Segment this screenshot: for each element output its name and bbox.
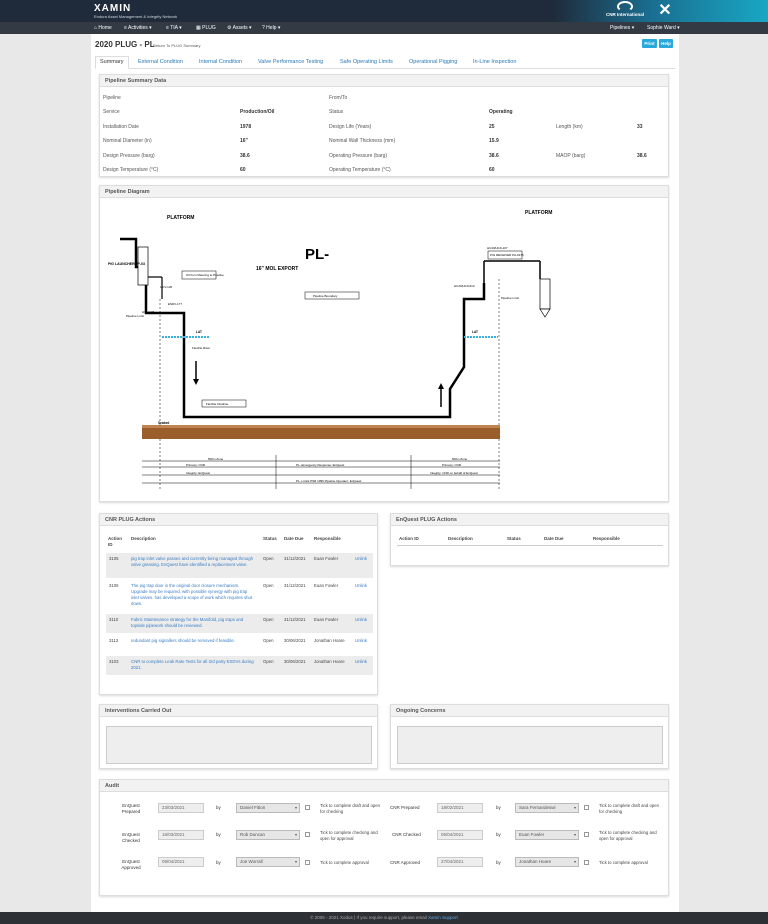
brand-logo[interactable]: XAMIN	[94, 3, 132, 14]
action-id: 3106	[109, 583, 119, 588]
list-icon: ≡	[166, 25, 169, 31]
boundary-label: Pipeline Boundary	[313, 294, 338, 298]
action-responsible: Euan Fowler	[314, 583, 339, 588]
tick-instruction: Tick to complete approval	[599, 860, 648, 865]
caret-down-icon: ▾	[179, 25, 182, 31]
action-id: 3103	[109, 659, 119, 664]
action-id: 3105	[109, 556, 119, 561]
table-divider	[397, 545, 663, 546]
tick-instruction: Tick to complete draft and open for checking	[599, 803, 660, 814]
col-description: Description	[448, 536, 473, 541]
limits-label: PL- Limits PSR 1996 Pipeline Operator: EnQuest	[296, 479, 362, 483]
col-action-id: Action ID	[399, 536, 419, 541]
esdv-label: ESDV-177	[168, 302, 183, 306]
action-description[interactable]: The pig trap door is the original door closure mechanism. Upgrade may be required, with possible synergy with pig trap inlet valves. has developed a scope of work which requires shut down.	[131, 583, 253, 606]
enquest-checked-select[interactable]	[236, 830, 300, 840]
support-link[interactable]: Xamin Support	[428, 915, 458, 920]
by-label: by	[216, 805, 221, 810]
life-value: 25	[489, 124, 495, 130]
cnr-checked-date[interactable]: 05/04/2021	[437, 830, 483, 840]
primacy-mid-label: PL- Emergency Response: EnQuest	[296, 463, 345, 467]
hcv2-label: HCV-127	[142, 310, 155, 314]
table-row	[106, 614, 373, 633]
platform-left-label: PLATFORM	[167, 215, 195, 221]
col-description: Description	[131, 536, 156, 541]
action-responsible: Jonathan Hoare	[314, 638, 345, 643]
grid-icon: ▦	[196, 25, 201, 31]
primacy-left-label: Primacy: CNR	[186, 463, 206, 467]
cnr-approved-date[interactable]: 27/04/2021	[437, 857, 483, 867]
nav-pipelines[interactable]	[610, 24, 634, 32]
col-status: Status	[507, 536, 521, 541]
nav-help[interactable]	[262, 24, 280, 32]
operating-pressure-label: Operating Pressure (barg)	[329, 153, 388, 159]
footer-text: © 2005 - 2021 Xodus | If you require support, please email	[310, 915, 427, 920]
cnr-actions-panel	[99, 513, 378, 695]
brand-subtitle: Endura Asset Management & Integrity Network	[94, 14, 178, 19]
select-value: Euan Fowler	[519, 832, 545, 837]
action-status: Open	[263, 617, 274, 622]
action-responsible: Jonathan Hoare	[314, 659, 345, 664]
by-label: by	[496, 860, 501, 865]
action-description[interactable]: Fabric Maintenance strategy for the Manifold, pig traps and topside pipework should be reviewed.	[131, 617, 244, 628]
hc-right-label: HC20/HC9-010	[454, 284, 475, 288]
pipeline-route	[120, 239, 484, 417]
life-label: Design Life (Years)	[329, 124, 372, 130]
caret-down-icon: ▾	[249, 25, 252, 31]
home-icon: ⌂	[94, 25, 98, 31]
caret-down-icon: ▾	[149, 25, 152, 31]
pipeline-label: Pipeline	[103, 95, 121, 101]
unlink-link[interactable]: Unlink	[355, 659, 367, 664]
tab-summary[interactable]: Summary	[95, 56, 129, 69]
interventions-title: Interventions Carried Out	[100, 705, 377, 717]
primacy-right-label: Primacy: CNR	[442, 463, 462, 467]
enquest-approved-checkbox[interactable]	[305, 860, 310, 865]
pig-launcher-shape	[138, 247, 148, 285]
enquest-checked-checkbox[interactable]	[305, 832, 310, 837]
action-date-due: 30/06/2021	[284, 638, 306, 643]
by-label: by	[496, 805, 501, 810]
diagram-title: Pipeline Diagram	[100, 186, 668, 198]
action-date-due: 31/12/2021	[284, 583, 306, 588]
main-nav	[0, 22, 768, 34]
cnr-prepared-date[interactable]: 18/02/2021	[437, 803, 483, 813]
enquest-prepared-date[interactable]: 23/03/2021	[158, 803, 204, 813]
action-status: Open	[263, 556, 274, 561]
cnr-approved-checkbox[interactable]	[584, 860, 589, 865]
tick-instruction: Tick to complete checking and open for approval	[320, 830, 378, 841]
tab-safe-operating-limits[interactable]: Safe Operating Limits	[340, 59, 393, 65]
top-bar	[0, 0, 768, 22]
cnr-prepared-checkbox[interactable]	[584, 805, 589, 810]
wall-value: 15.9	[489, 138, 499, 144]
enquest-prepared-label: EnQuest Prepared	[121, 803, 141, 814]
nav-activities[interactable]	[124, 24, 152, 32]
hcv-label: HCV-126	[160, 285, 173, 289]
pl-limit-right-label: Pipeline Limit	[501, 296, 519, 300]
table-row	[106, 635, 373, 654]
cnr-actions-title: CNR PLUG Actions	[100, 514, 377, 526]
col-status: Status	[263, 536, 277, 541]
interventions-input[interactable]	[106, 726, 372, 764]
list-icon: ≡	[124, 25, 127, 31]
concerns-input[interactable]	[397, 726, 663, 764]
status-label: Status	[329, 109, 344, 115]
zone-right-label: 500m Zone	[452, 457, 468, 461]
unlink-link[interactable]: Unlink	[355, 583, 367, 588]
nav-plug[interactable]	[196, 24, 216, 32]
seabed-label: Seabed	[158, 421, 170, 425]
col-date-due: Date Due	[284, 536, 304, 541]
action-status: Open	[263, 583, 274, 588]
help-icon: ?	[262, 25, 265, 31]
cnr-approved-label: CNR Approved	[390, 860, 421, 865]
col-date-due: Date Due	[544, 536, 564, 541]
summary-title: Pipeline Summary Data	[100, 75, 668, 87]
action-responsible: Euan Fowler	[314, 556, 339, 561]
maop-value: 38.6	[637, 153, 647, 159]
flexible-flowline-label: Flexible Flowline	[206, 402, 229, 406]
pl-label: PL-	[305, 246, 330, 263]
print-button[interactable]: Print	[642, 39, 657, 48]
caret-down-icon: ▾	[631, 25, 635, 31]
cnr-approved-select[interactable]	[515, 857, 579, 867]
concerns-panel	[390, 704, 669, 769]
tick-instruction: Tick to complete draft and open for checking	[320, 803, 381, 814]
design-temp-label: Design Temperature (°C)	[103, 167, 159, 173]
install-value: 1978	[240, 124, 252, 130]
chevron-down-icon: ▾	[294, 832, 297, 837]
cnr-logo	[604, 1, 646, 21]
hc-right-top-label: HC20/HC9-107	[487, 246, 508, 250]
col-responsible: Responsible	[593, 536, 620, 541]
length-value: 33	[637, 124, 643, 130]
by-label: by	[216, 832, 221, 837]
integrity-left-label: Integrity: EnQuest	[186, 471, 211, 475]
nav-activities-label: Activities	[128, 25, 148, 31]
platform-right-label: PLATFORM	[525, 210, 553, 216]
nav-help-label: Help	[266, 25, 277, 31]
design-temp-value: 60	[240, 167, 246, 173]
concerns-title: Ongoing Concerns	[391, 705, 668, 717]
select-value: Sara Fernandeswi	[519, 805, 556, 810]
tick-instruction: Tick to complete approval	[320, 860, 369, 865]
chevron-down-icon: ▾	[294, 805, 297, 810]
return-link[interactable]: Return To PLUG Summary	[153, 43, 201, 48]
action-id: 3112	[109, 638, 119, 643]
caret-down-icon: ▾	[277, 25, 281, 31]
by-label: by	[496, 832, 501, 837]
cnr-checked-checkbox[interactable]	[584, 832, 589, 837]
enquest-actions-title: EnQuest PLUG Actions	[391, 514, 668, 526]
nav-plug-label: PLUG	[202, 25, 216, 31]
enquest-approved-select[interactable]	[236, 857, 300, 867]
by-label: by	[216, 860, 221, 865]
tab-operational-pigging[interactable]: Operational Pigging	[409, 59, 458, 65]
col-responsible: Responsible	[314, 536, 341, 541]
table-row	[106, 580, 373, 612]
unlink-link[interactable]: Unlink	[355, 617, 367, 622]
oil-metering-label: Oil from Metering to Pipeline	[186, 273, 224, 277]
operating-temp-value: 60	[489, 167, 495, 173]
wall-label: Nominal Wall Thickness (mm)	[329, 138, 396, 144]
chevron-down-icon: ▾	[573, 859, 576, 864]
unlink-link[interactable]: Unlink	[355, 556, 367, 561]
chevron-down-icon: ▾	[294, 859, 297, 864]
enquest-prepared-checkbox[interactable]	[305, 805, 310, 810]
nav-tia[interactable]	[166, 24, 182, 32]
table-row	[106, 553, 373, 578]
interventions-panel	[99, 704, 378, 769]
operating-temp-label: Operating Temperature (°C)	[329, 167, 391, 173]
action-id: 3110	[109, 617, 119, 622]
action-date-due: 31/12/2021	[284, 556, 306, 561]
enquest-prepared-select[interactable]	[236, 803, 300, 813]
lat-right-label: LAT	[472, 330, 478, 334]
audit-title: Audit	[100, 780, 668, 792]
action-description[interactable]: pig trap inlet valve passes and currently being managed through valve greasing. EnQuest have identified a replacement valve.	[131, 556, 254, 567]
action-status: Open	[263, 659, 274, 664]
status-value: Operating	[489, 109, 513, 115]
service-value: Production/Oil	[240, 109, 275, 115]
select-value: Joe Worrall	[240, 859, 263, 864]
tab-internal-condition[interactable]: Internal Condition	[199, 59, 243, 65]
diameter-label: Nominal Diameter (in)	[103, 138, 152, 144]
action-date-due: 31/12/2021	[284, 617, 306, 622]
pipeline-diagram	[100, 199, 668, 502]
maop-label: MAOP (barg)	[556, 153, 586, 159]
nav-assets-label: Assets	[232, 25, 248, 31]
enquest-approved-label: EnQuest Approved	[121, 859, 141, 870]
chevron-down-icon: ▾	[573, 832, 576, 837]
action-date-due: 30/06/2021	[284, 659, 306, 664]
design-pressure-value: 38.6	[240, 153, 250, 159]
action-description[interactable]: redundant pig signallers should be removed if feasible.	[131, 638, 235, 643]
integrity-right-label: Integrity: CNR on behalf of EnQuest	[430, 471, 478, 475]
from-to-label: From/To	[329, 95, 348, 101]
unlink-link[interactable]: Unlink	[355, 638, 367, 643]
tab-valve-performance[interactable]: Valve Performance Testing	[258, 59, 324, 65]
select-value: Jonathan Hoare	[519, 859, 552, 864]
action-description[interactable]: CNR to complete Leak Rate Tests for all 3rd party ESDVs during 2021.	[131, 659, 254, 670]
action-status: Open	[263, 638, 274, 643]
diagram-panel	[99, 185, 669, 502]
operating-pressure-value: 38.6	[489, 153, 499, 159]
design-pressure-label: Design Pressure (barg)	[103, 153, 155, 159]
select-value: Rob Duncan	[240, 832, 266, 837]
tab-inline-inspection[interactable]: In-Line Inspection	[473, 59, 517, 65]
table-row	[106, 656, 373, 675]
nav-user-label: Sophie Ward	[647, 25, 676, 31]
help-button[interactable]: Help	[659, 39, 673, 48]
cnr-logo-text: CNR International	[605, 12, 644, 17]
nav-pipelines-label: Pipelines	[610, 25, 631, 31]
cnr-prepared-select[interactable]	[515, 803, 579, 813]
tab-external-condition[interactable]: External Condition	[138, 59, 183, 65]
pig-launcher-label: PIG LAUNCHER JP-03	[108, 262, 145, 266]
audit-panel	[99, 779, 669, 896]
nav-tia-label: TIA	[170, 25, 178, 31]
pl-limit-left-label: Pipeline Limit	[126, 314, 144, 318]
select-value: Daniel Fitton	[240, 805, 266, 810]
lat-left-label: LAT	[196, 330, 202, 334]
col-action-id: Action ID	[108, 536, 122, 547]
cnr-checked-label: CNR Checked	[392, 832, 421, 837]
tick-instruction: Tick to complete checking and open for approval	[599, 830, 657, 841]
service-label: Service	[103, 109, 120, 115]
enquest-checked-label: EnQuest Checked	[122, 832, 140, 843]
diameter-value: 16"	[240, 138, 248, 144]
enquest-approved-date[interactable]: 09/04/2021	[158, 857, 204, 867]
nav-home[interactable]	[94, 24, 112, 32]
cnr-swirl-icon	[617, 1, 633, 12]
footer	[0, 912, 768, 924]
tab-bar	[95, 55, 675, 69]
action-responsible: Euan Fowler	[314, 617, 339, 622]
zone-left-label: 500m Zone	[208, 457, 224, 461]
summary-panel	[99, 74, 669, 177]
nav-user[interactable]	[647, 24, 680, 32]
install-label: Installation Date	[103, 124, 139, 130]
caret-down-icon: ▾	[677, 25, 680, 31]
enquest-checked-date[interactable]: 16/03/2021	[158, 830, 204, 840]
page-title: 2020 PLUG - PL	[95, 40, 155, 49]
x-logo-icon: ✕	[658, 2, 672, 19]
pig-receiver-label: PIG RECEIVER PA-0175	[490, 253, 524, 257]
cnr-prepared-label: CNR Prepared	[390, 805, 420, 810]
length-label: Length (km)	[556, 124, 583, 130]
flexible-riser-label: Flexible Riser	[192, 346, 211, 350]
cnr-checked-select[interactable]	[515, 830, 579, 840]
export-label: 16" MOL EXPORT	[256, 266, 299, 272]
gear-icon: ⚙	[227, 25, 232, 31]
chevron-down-icon: ▾	[573, 805, 576, 810]
nav-assets[interactable]	[227, 24, 252, 32]
enquest-actions-panel	[390, 513, 669, 566]
nav-home-label: Home	[98, 25, 112, 31]
